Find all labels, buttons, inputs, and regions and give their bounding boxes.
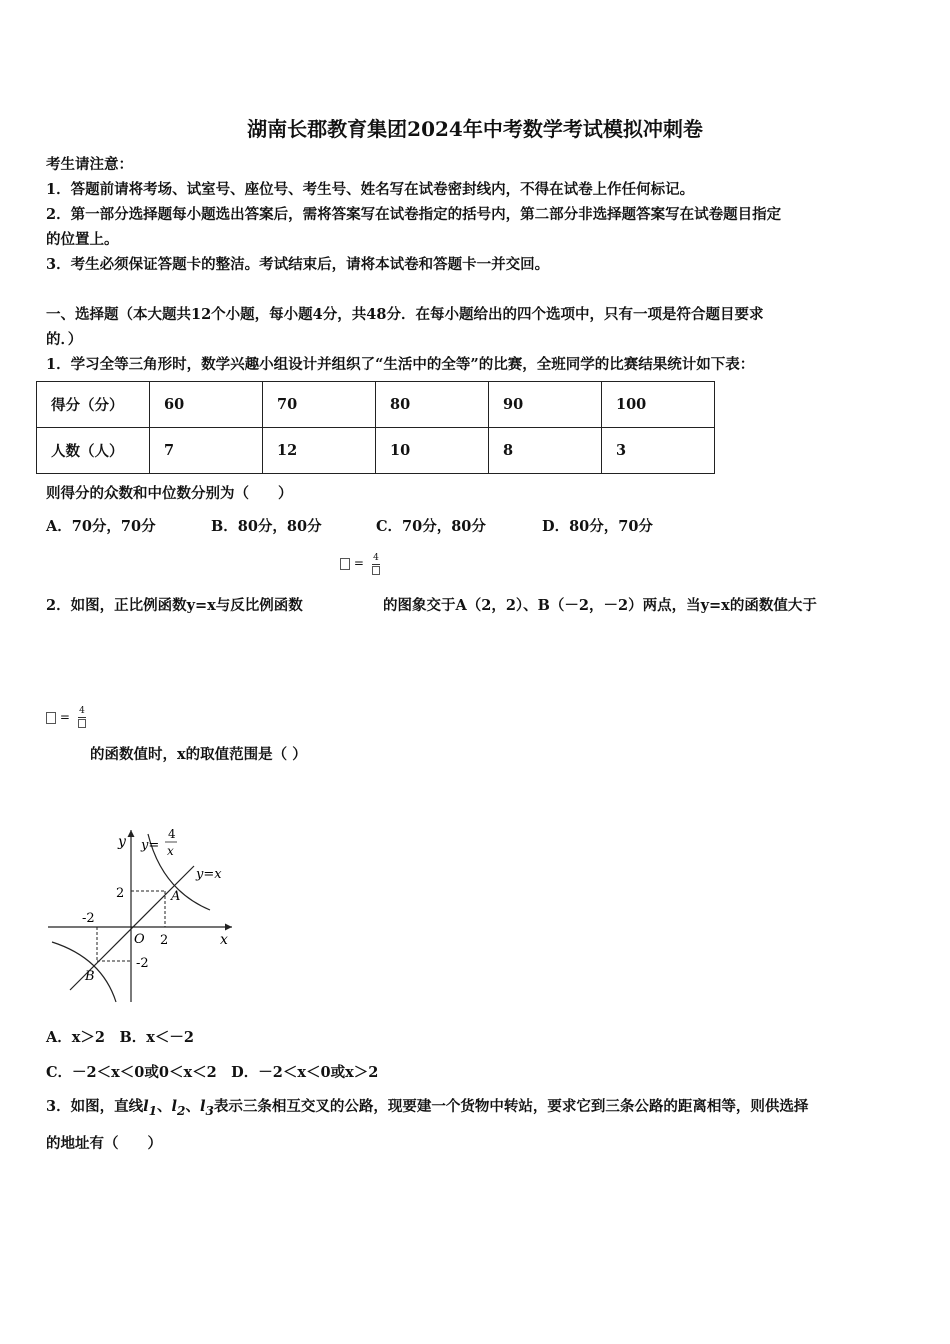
fraction-bar [78, 717, 86, 718]
formula-equals: = [59, 710, 70, 724]
notice-item-1: 1．答题前请将考场、试室号、座位号、考生号、姓名写在试卷密封线内，不得在试卷上作任何标记。 [46, 181, 695, 198]
line-l2: $l_2$ [171, 1098, 186, 1118]
table-cell: 90 [489, 382, 602, 428]
q3-stem-c: 的地址有（ ） [46, 1135, 162, 1152]
table-cell: 80 [376, 382, 489, 428]
table-cell: 人数（人） [37, 428, 150, 474]
placeholder-glyph [46, 712, 56, 724]
q2-stem-b: 的图象交于A（2，2）、B（－2，－2）两点，当y=x的函数值大于 [383, 597, 817, 614]
table-cell: 得分（分） [37, 382, 150, 428]
origin-label: O [134, 932, 145, 947]
separator: 、 [185, 1098, 200, 1115]
q1-option-c: C．70分，80分 [376, 518, 486, 535]
q2-stem-c: 的函数值时，x的取值范围是（ ） [90, 746, 307, 763]
formula-y-equals-4-over-x-2 [46, 710, 70, 724]
formula-numerator: 4 [79, 706, 85, 716]
q1-option-b: B．80分，80分 [211, 518, 322, 535]
q2-stem-a: 2．如图，正比例函数y=x与反比例函数 [46, 597, 303, 614]
page-title: 湖南长郡教育集团2024年中考数学考试模拟冲刺卷 [247, 117, 703, 141]
point-b-label: B [85, 969, 95, 984]
table-row [37, 382, 715, 428]
q2-options-line1: A．x＞2 B．x＜－2 [46, 1029, 194, 1046]
x-axis-label: x [220, 932, 228, 948]
placeholder-glyph [340, 558, 350, 570]
notice-item-2: 2．第一部分选择题每小题选出答案后，需将答案写在试卷指定的括号内，第二部分非选择题答案写在试卷题目指定 [46, 206, 782, 223]
curve-label: y= [141, 838, 160, 853]
table-cell: 12 [263, 428, 376, 474]
line-label: y=x [196, 867, 222, 882]
table-cell: 3 [602, 428, 715, 474]
notice-item-2-cont: 的位置上。 [46, 231, 119, 248]
tick-label-y-neg: -2 [136, 956, 149, 971]
fraction-bar [372, 564, 380, 565]
formula-fraction [78, 707, 86, 729]
q1-option-d: D．80分，70分 [542, 518, 653, 535]
score-table [36, 381, 715, 474]
formula-equals: = [353, 556, 364, 570]
table-cell: 8 [489, 428, 602, 474]
notice-heading: 考生请注意： [46, 156, 133, 173]
placeholder-glyph [78, 719, 86, 728]
q2-options-line2: C．－2＜x＜0或0＜x＜2 D．－2＜x＜0或x＞2 [46, 1064, 379, 1081]
q1-stem: 1．学习全等三角形时，数学兴趣小组设计并组织了“生活中的全等”的比赛，全班同学的比赛结果统计如下表： [46, 356, 755, 373]
tick-label-x-pos: 2 [160, 933, 169, 948]
table-cell: 100 [602, 382, 715, 428]
separator: 、 [157, 1098, 172, 1115]
table-cell: 60 [150, 382, 263, 428]
table-cell: 7 [150, 428, 263, 474]
placeholder-glyph [372, 566, 380, 575]
tick-label-y-pos: 2 [116, 886, 125, 901]
line-l3: $l_3$ [199, 1098, 214, 1118]
section-heading-cont: 的．） [46, 331, 83, 348]
q3-stem-b: 表示三条相互交叉的公路，现要建一个货物中转站，要求它到三条公路的距离相等，则供选择 [213, 1098, 809, 1115]
curve-label-denominator: x [167, 844, 174, 858]
tick-label-x-neg: -2 [82, 911, 95, 926]
notice-item-3: 3．考生必须保证答题卡的整洁。考试结束后，请将本试卷和答题卡一并交回。 [46, 256, 550, 273]
table-cell: 70 [263, 382, 376, 428]
curve-label-numerator: 4 [168, 827, 176, 841]
table-row [37, 428, 715, 474]
section-heading: 一、选择题（本大题共12个小题，每小题4分，共48分．在每小题给出的四个选项中，只有一项是符合题目要求 [46, 306, 764, 323]
table-cell: 10 [376, 428, 489, 474]
formula-fraction [372, 554, 380, 576]
y-axis-label: y [118, 834, 126, 850]
q1-question: 则得分的众数和中位数分别为（ ） [46, 485, 293, 502]
point-a-label: A [171, 889, 181, 904]
hyperbola-branch-2 [52, 942, 116, 1002]
q3-stem-line1 [46, 1095, 808, 1118]
formula-y-equals-4-over-x [340, 556, 364, 570]
formula-numerator: 4 [373, 553, 379, 563]
line-l1: $l_1$ [143, 1098, 158, 1118]
function-graph [44, 822, 244, 1004]
q1-option-a: A．70分，70分 [46, 518, 156, 535]
q3-stem-a: 3．如图，直线 [46, 1098, 144, 1115]
